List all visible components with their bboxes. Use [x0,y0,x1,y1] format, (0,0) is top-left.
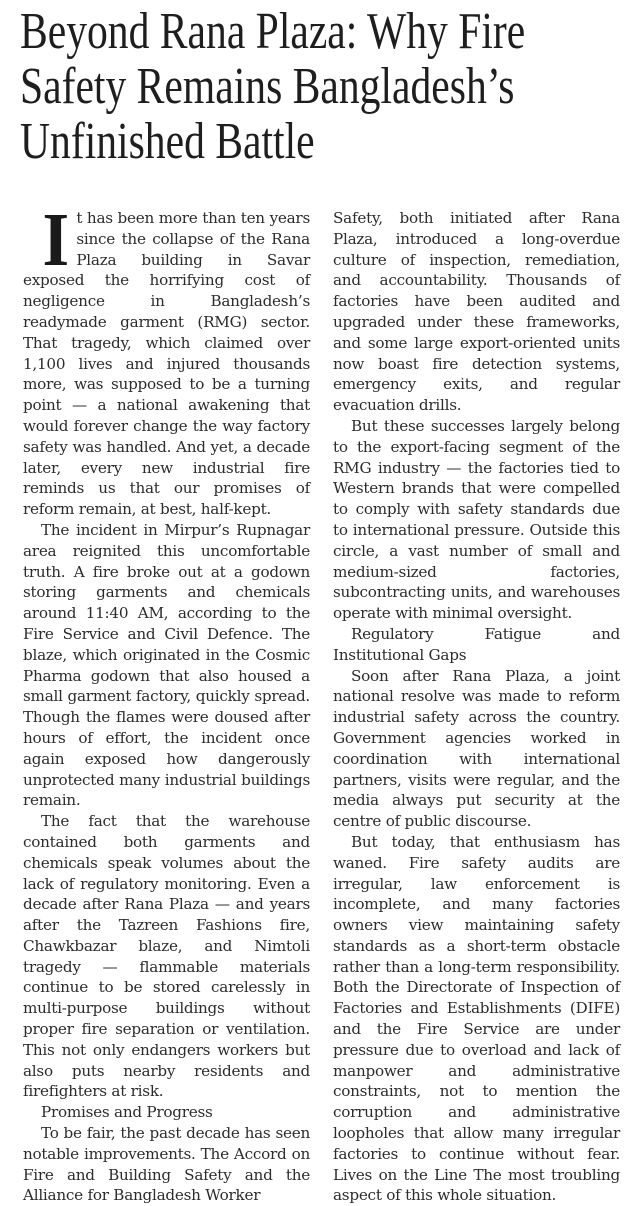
section-subhead: Regulatory Fatigue and Institutional Gaps [333,624,620,664]
paragraph-text: t has been more than ten years since the collapse of the Rana Plaza building in Savar exposed the horrifying cost of negligence in Bangladesh’s readymade garment (RMG) sector. That tragedy, which claimed over 1,100 lives and injured thousands more, was supposed to be a turning point — a national awakening that would forever change the way factory safety was handled. And yet, a decade later, every new industrial fire reminds us that our promises of reform remain, at best, half-kept. [23,209,310,519]
paragraph: The fact that the warehouse contained both garments and chemicals speak volumes about the lack of regulatory monitoring. Even a decade after Rana Plaza — and years after the Tazreen Fashions fire, Chawkbazar blaze, and Nimtoli tragedy — flammable materials continue to be stored carelessly in multi-purpose buildings without proper fire separation or ventilation. This not only endangers workers but also puts nearby residents and firefighters at risk. [23,812,310,1101]
paragraph: Soon after Rana Plaza, a joint national resolve was made to reform industrial safety across the country. Government agencies worked in coordination with international partners, visits were regular, and the media always put security at the centre of public discourse. [333,666,620,831]
paragraph: But today, that enthusiasm has waned. Fire safety audits are irregular, law enforcement is incomplete, and many factories owners view maintaining safety standards as a short-term obstacle rather than a long-term responsibility. Both the Directorate of Inspection of Factories and Establishments (DIFE) and the Fire Service are under pressure due to overload and lack of manpower and administrative constraints, not to mention the corruption and administrative loopholes that allow many irregular factories to continue without fear. Lives on the Line The most troubling aspect of this whole situation. [333,832,620,1205]
paragraph: But these successes largely belong to the export-facing segment of the RMG industry — the factories tied to Western brands that were compelled to comply with safety standards due to international pressure. Outside this circle, a vast number of small and medium-sized factories, subcontracting units, and warehouses operate with minimal oversight. [333,416,620,623]
section-subhead: Promises and Progress [41,1103,213,1122]
headline-line: Safety Remains Bangladesh’s [20,58,515,115]
paragraph [23,198,310,520]
article-column-right [333,208,620,1206]
article-column-left [23,198,310,1206]
headline-line: Unfinished Battle [20,113,315,170]
headline [20,3,526,170]
paragraph: The incident in Mirpur’s Rupnagar area reignited this uncomfortable truth. A fire broke out at a godown storing garments and chemicals around 11:40 AM, according to the Fire Service and Civil Defence. The blaze, which originated in the Cosmic Pharma godown that also housed a small garment factory, quickly spread. Though the flames were doused after hours of effort, the incident once again exposed how dangerously unprotected many industrial buildings remain. [23,520,310,810]
paragraph: To be fair, the past decade has seen notable improvements. The Accord on Fire and Building Safety and the Alliance for Bangladesh Worker [23,1124,310,1205]
paragraph: Safety, both initiated after Rana Plaza, introduced a long-overdue culture of inspection, remediation, and accountability. Thousands of factories have been audited and upgraded under these frameworks, and some large export-oriented units now boast fire detection systems, emergency exits, and regular evacuation drills. [333,209,620,415]
drop-cap: I [42,198,69,282]
headline-line: Beyond Rana Plaza: Why Fire [20,3,526,60]
